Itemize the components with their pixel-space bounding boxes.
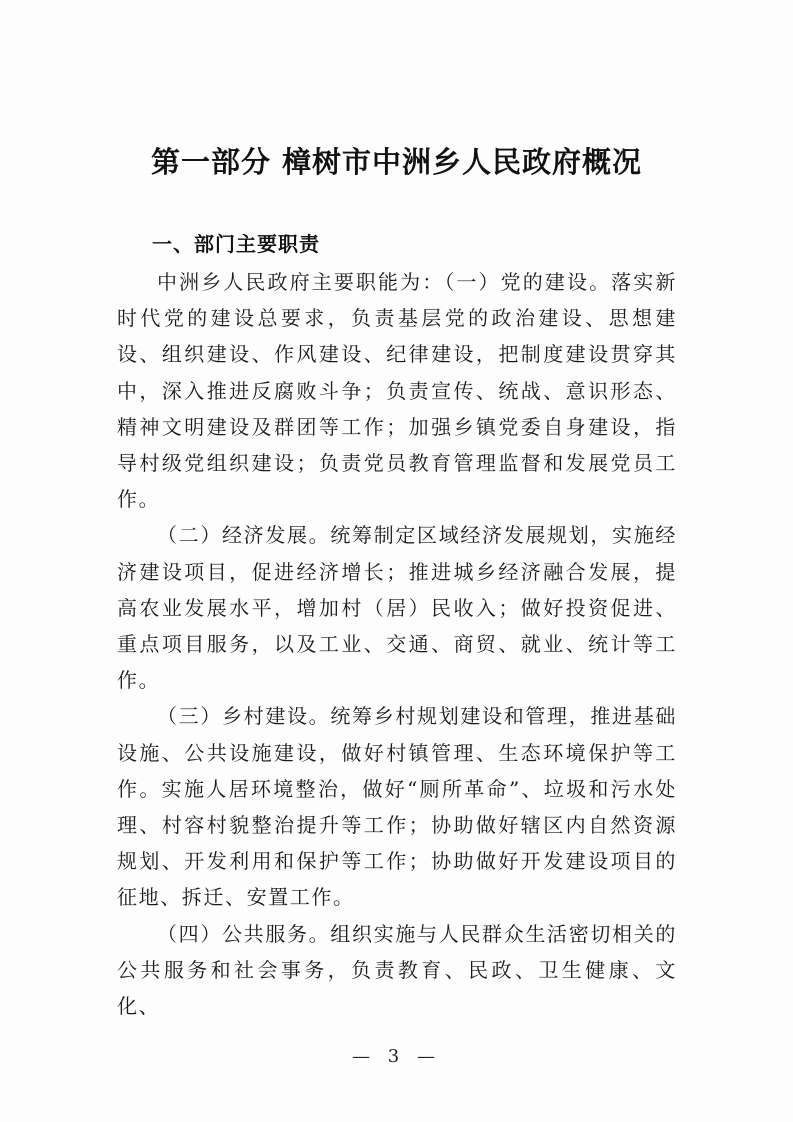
paragraph-economic-development: （二）经济发展。统筹制定区域经济发展规划，实施经济建设项目，促进经济增长；推进城乡经济融合发展，提高农业发展水平，增加村（居）民收入；做好投资促进、重点项目服务，以及工业、交通、商贸、就业、统计等工作。: [117, 523, 677, 693]
paragraph-party-building: 中洲乡人民政府主要职能为：（一）党的建设。落实新时代党的建设总要求，负责基层党的政治建设、思想建设、组织建设、作风建设、纪律建设，把制度建设贯穿其中，深入推进反腐败斗争；负责宣传、统战、意识形态、精神文明建设及群团等工作；加强乡镇党委自身建设，指导村级党组织建设；负责党员教育管理监督和发展党员工作。: [117, 270, 677, 512]
body-text: [117, 264, 677, 1024]
paragraph-public-service: （四）公共服务。组织实施与人民群众生活密切相关的公共服务和社会事务，负责教育、民政、卫生健康、文化、: [117, 921, 677, 1019]
section-heading: 一、部门主要职责: [152, 232, 320, 256]
page-title: 第一部分 樟树市中洲乡人民政府概况: [150, 145, 643, 179]
paragraph-rural-construction: （三）乡村建设。统筹乡村规划建设和管理，推进基础设施、公共设施建设，做好村镇管理、生态环境保护等工作。实施人居环境整治，做好“厕所革命”、垃圾和污水处理、村容村貌整治提升等工作；协助做好辖区内自然资源规划、开发利用和保护等工作；协助做好开发建设项目的征地、拆迁、安置工作。: [117, 704, 677, 910]
page-number: — 3 —: [352, 1046, 441, 1067]
